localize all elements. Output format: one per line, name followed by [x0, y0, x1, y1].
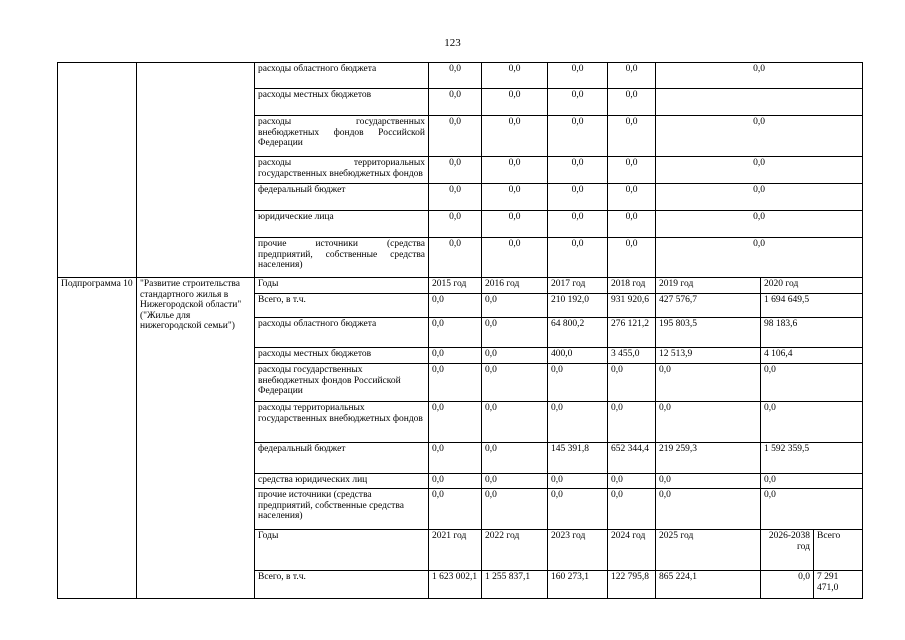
row-label: расходы областного бюджета	[255, 63, 429, 89]
value-cell: 0,0	[482, 364, 548, 402]
row-label: расходы территориальных государственных внебюджетных фондов	[255, 402, 429, 443]
value-cell: 0,0	[482, 157, 548, 184]
value-cell: 0,0	[608, 211, 656, 238]
value-cell: 0,0	[656, 211, 863, 238]
value-cell: 0,0	[548, 238, 608, 278]
value-cell: 0,0	[548, 474, 608, 489]
value-cell: 400,0	[548, 348, 608, 364]
value-cell: 219 259,3	[656, 443, 761, 474]
year-header: 2023 год	[548, 530, 608, 571]
value-cell: 0,0	[761, 364, 863, 402]
empty-cell	[58, 63, 137, 278]
value-cell: 0,0	[656, 364, 761, 402]
total-header: Всего	[814, 530, 863, 571]
value-cell: 0,0	[548, 63, 608, 89]
row-label: Всего, в т.ч.	[255, 294, 429, 318]
value-cell: 4 106,4	[761, 348, 863, 364]
row-label: расходы местных бюджетов	[255, 89, 429, 116]
value-cell: 1 255 837,1	[482, 571, 548, 599]
value-cell: 931 920,6	[608, 294, 656, 318]
value-cell: 0,0	[548, 489, 608, 530]
value-cell: 0,0	[429, 63, 482, 89]
value-cell: 12 513,9	[656, 348, 761, 364]
value-cell: 0,0	[608, 116, 656, 157]
value-cell: 0,0	[548, 364, 608, 402]
row-label: Всего, в т.ч.	[255, 571, 429, 599]
value-cell: 276 121,2	[608, 318, 656, 348]
year-header: 2016 год	[482, 278, 548, 294]
value-cell: 0,0	[429, 489, 482, 530]
table-row	[58, 63, 863, 89]
value-cell: 0,0	[608, 184, 656, 211]
row-label: расходы государственных внебюджетных фондов Российской Федерации	[255, 116, 429, 157]
value-cell: 0,0	[548, 402, 608, 443]
row-label: федеральный бюджет	[255, 184, 429, 211]
value-cell: 0,0	[608, 364, 656, 402]
row-label: расходы территориальных государственных внебюджетных фондов	[255, 157, 429, 184]
year-header: 2018 год	[608, 278, 656, 294]
year-header: 2021 год	[429, 530, 482, 571]
value-cell: 652 344,4	[608, 443, 656, 474]
value-cell: 0,0	[656, 474, 761, 489]
value-cell: 0,0	[429, 211, 482, 238]
year-header: 2026-2038 год	[761, 530, 814, 571]
value-cell: 0,0	[429, 238, 482, 278]
value-cell: 0,0	[482, 318, 548, 348]
value-cell: 0,0	[608, 489, 656, 530]
years-header-row	[58, 278, 863, 294]
value-cell: 0,0	[608, 89, 656, 116]
value-cell: 0,0	[548, 116, 608, 157]
subprogram-name: Подпрограмма 10	[58, 278, 137, 599]
row-label: юридические лица	[255, 211, 429, 238]
value-cell: 0,0	[482, 402, 548, 443]
value-cell: 0,0	[548, 157, 608, 184]
value-cell: 0,0	[482, 116, 548, 157]
value-cell: 0,0	[761, 474, 863, 489]
value-cell: 0,0	[656, 116, 863, 157]
row-label: прочие источники (средства предприятий, собственные средства населения)	[255, 489, 429, 530]
year-header: 2024 год	[608, 530, 656, 571]
row-label: расходы государственных внебюджетных фондов Российской Федерации	[255, 364, 429, 402]
year-header: 2025 год	[656, 530, 761, 571]
value-cell: 0,0	[608, 63, 656, 89]
value-cell: 1 623 002,1	[429, 571, 482, 599]
value-cell: 0,0	[429, 116, 482, 157]
value-cell: 0,0	[656, 63, 863, 89]
value-cell: 0,0	[548, 211, 608, 238]
year-header: 2020 год	[761, 278, 863, 294]
value-cell: 1 694 649,5	[761, 294, 863, 318]
value-cell: 0,0	[429, 474, 482, 489]
year-header: 2019 год	[656, 278, 761, 294]
subprogram-title: "Развитие строительства стандартного жилья в Нижегородской области" ("Жилье для нижегородской семьи")	[137, 278, 255, 599]
value-cell: 3 455,0	[608, 348, 656, 364]
years-label: Годы	[255, 530, 429, 571]
value-cell: 0,0	[482, 474, 548, 489]
value-cell: 64 800,2	[548, 318, 608, 348]
value-cell	[656, 89, 863, 116]
empty-cell	[137, 63, 255, 278]
value-cell: 0,0	[548, 89, 608, 116]
value-cell: 0,0	[482, 211, 548, 238]
value-cell: 210 192,0	[548, 294, 608, 318]
value-cell: 0,0	[761, 402, 863, 443]
value-cell: 0,0	[761, 489, 863, 530]
value-cell: 0,0	[482, 63, 548, 89]
value-cell: 0,0	[482, 294, 548, 318]
total-cell: 7 291 471,0	[814, 571, 863, 599]
value-cell: 0,0	[482, 443, 548, 474]
value-cell: 0,0	[548, 184, 608, 211]
value-cell: 122 795,8	[608, 571, 656, 599]
value-cell: 0,0	[482, 489, 548, 530]
row-label: прочие источники (средства предприятий, собственные средства населения)	[255, 238, 429, 278]
row-label: расходы областного бюджета	[255, 318, 429, 348]
years-label: Годы	[255, 278, 429, 294]
value-cell: 0,0	[608, 402, 656, 443]
value-cell: 0,0	[429, 184, 482, 211]
value-cell: 0,0	[429, 402, 482, 443]
value-cell: 865 224,1	[656, 571, 761, 599]
value-cell: 145 391,8	[548, 443, 608, 474]
value-cell: 0,0	[429, 364, 482, 402]
year-header: 2022 год	[482, 530, 548, 571]
page-number: 123	[444, 37, 461, 49]
value-cell: 0,0	[482, 348, 548, 364]
value-cell: 0,0	[656, 238, 863, 278]
value-cell: 0,0	[429, 157, 482, 184]
value-cell: 427 576,7	[656, 294, 761, 318]
value-cell: 0,0	[482, 238, 548, 278]
row-label: расходы местных бюджетов	[255, 348, 429, 364]
value-cell: 0,0	[429, 348, 482, 364]
value-cell: 0,0	[429, 318, 482, 348]
value-cell: 0,0	[429, 89, 482, 116]
row-label: федеральный бюджет	[255, 443, 429, 474]
value-cell: 0,0	[608, 238, 656, 278]
year-header: 2015 год	[429, 278, 482, 294]
value-cell: 0,0	[482, 89, 548, 116]
value-cell: 1 592 359,5	[761, 443, 863, 474]
value-cell: 0,0	[656, 489, 761, 530]
value-cell: 0,0	[656, 402, 761, 443]
value-cell: 0,0	[482, 184, 548, 211]
value-cell: 0,0	[429, 294, 482, 318]
value-cell: 160 273,1	[548, 571, 608, 599]
value-cell: 0,0	[761, 571, 814, 599]
row-label: средства юридических лиц	[255, 474, 429, 489]
value-cell: 0,0	[608, 474, 656, 489]
value-cell: 0,0	[656, 184, 863, 211]
year-header: 2017 год	[548, 278, 608, 294]
value-cell: 0,0	[608, 157, 656, 184]
value-cell: 0,0	[429, 443, 482, 474]
value-cell: 195 803,5	[656, 318, 761, 348]
value-cell: 98 183,6	[761, 318, 863, 348]
budget-table	[57, 62, 863, 599]
value-cell: 0,0	[656, 157, 863, 184]
